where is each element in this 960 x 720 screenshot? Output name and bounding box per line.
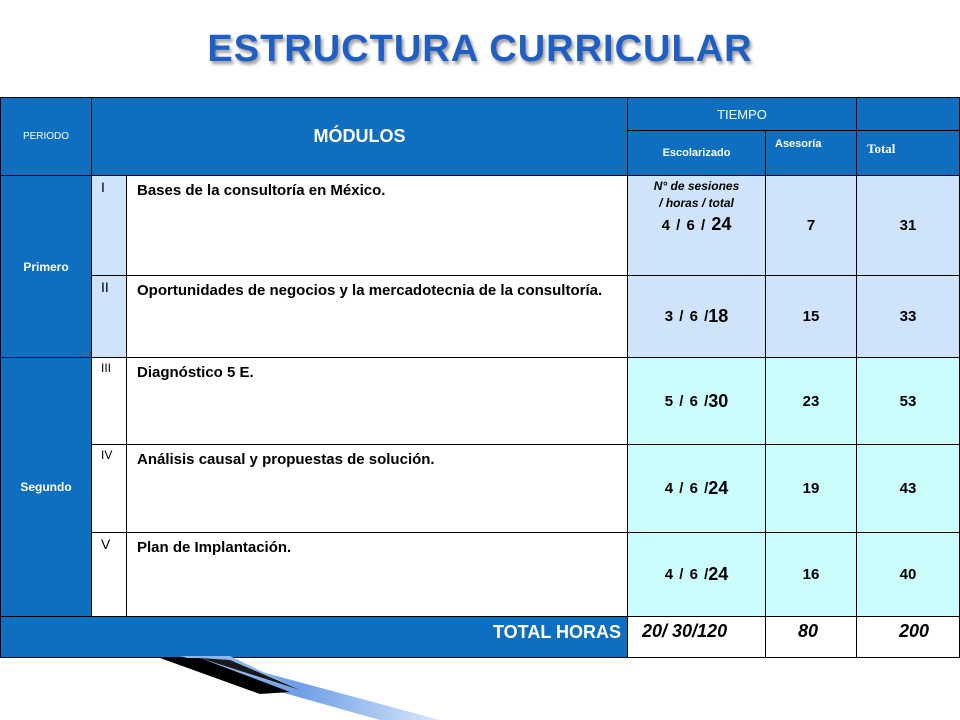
session-ratio: 3 / 6 / 18: [627, 275, 766, 358]
sessions-note: N° de sesiones: [653, 179, 740, 193]
module-name: Oportunidades de negocios y la mercadotecnia de la consultoría.: [126, 275, 628, 358]
module-number: V: [91, 532, 127, 617]
session-ratio: 4 / 6 / 24: [661, 214, 732, 234]
header-total: Total: [856, 130, 960, 176]
period-segundo: Segundo: [0, 357, 92, 617]
asesoria-hours: 7: [765, 175, 857, 276]
header-modulos: MÓDULOS: [91, 97, 628, 176]
module-name: Diagnóstico 5 E.: [126, 357, 628, 445]
module-name: Bases de la consultoría en México.: [126, 175, 628, 276]
page-title: ESTRUCTURA CURRICULAR: [207, 28, 753, 70]
total-hours: 33: [856, 275, 960, 358]
sessions-note: / horas / total: [659, 196, 734, 210]
module-number: II: [91, 275, 127, 358]
total-hours-label: TOTAL HORAS: [0, 616, 628, 658]
session-ratio: 4 / 6 / 24: [627, 532, 766, 617]
total-hours: 40: [856, 532, 960, 617]
asesoria-hours: 23: [765, 357, 857, 445]
module-number: III: [91, 357, 127, 445]
total-hours: 31: [856, 175, 960, 276]
total-asesoria: 80: [765, 616, 857, 658]
asesoria-hours: 15: [765, 275, 857, 358]
asesoria-hours: 19: [765, 444, 857, 533]
module-number: IV: [91, 444, 127, 533]
session-ratio: 5 / 6 / 30: [627, 357, 766, 445]
decorative-swoosh: [0, 650, 960, 720]
total-hours: 43: [856, 444, 960, 533]
period-primero: Primero: [0, 175, 92, 358]
module-name: Análisis causal y propuestas de solución.: [126, 444, 628, 533]
total-total: 200: [856, 616, 960, 658]
total-hours: 53: [856, 357, 960, 445]
header-blank: [856, 97, 960, 131]
header-escolarizado: Escolarizado: [627, 130, 766, 176]
header-tiempo: TIEMPO: [627, 97, 857, 131]
header-asesoria: Asesoría: [765, 130, 857, 176]
header-periodo: PERIODO: [0, 97, 92, 176]
asesoria-hours: 16: [765, 532, 857, 617]
escolarizado-cell: [627, 175, 766, 276]
session-ratio: 4 / 6 / 24: [627, 444, 766, 533]
module-name: Plan de Implantación.: [126, 532, 628, 617]
module-number: I: [91, 175, 127, 276]
total-escolarizado: 20/ 30/120: [627, 616, 766, 658]
